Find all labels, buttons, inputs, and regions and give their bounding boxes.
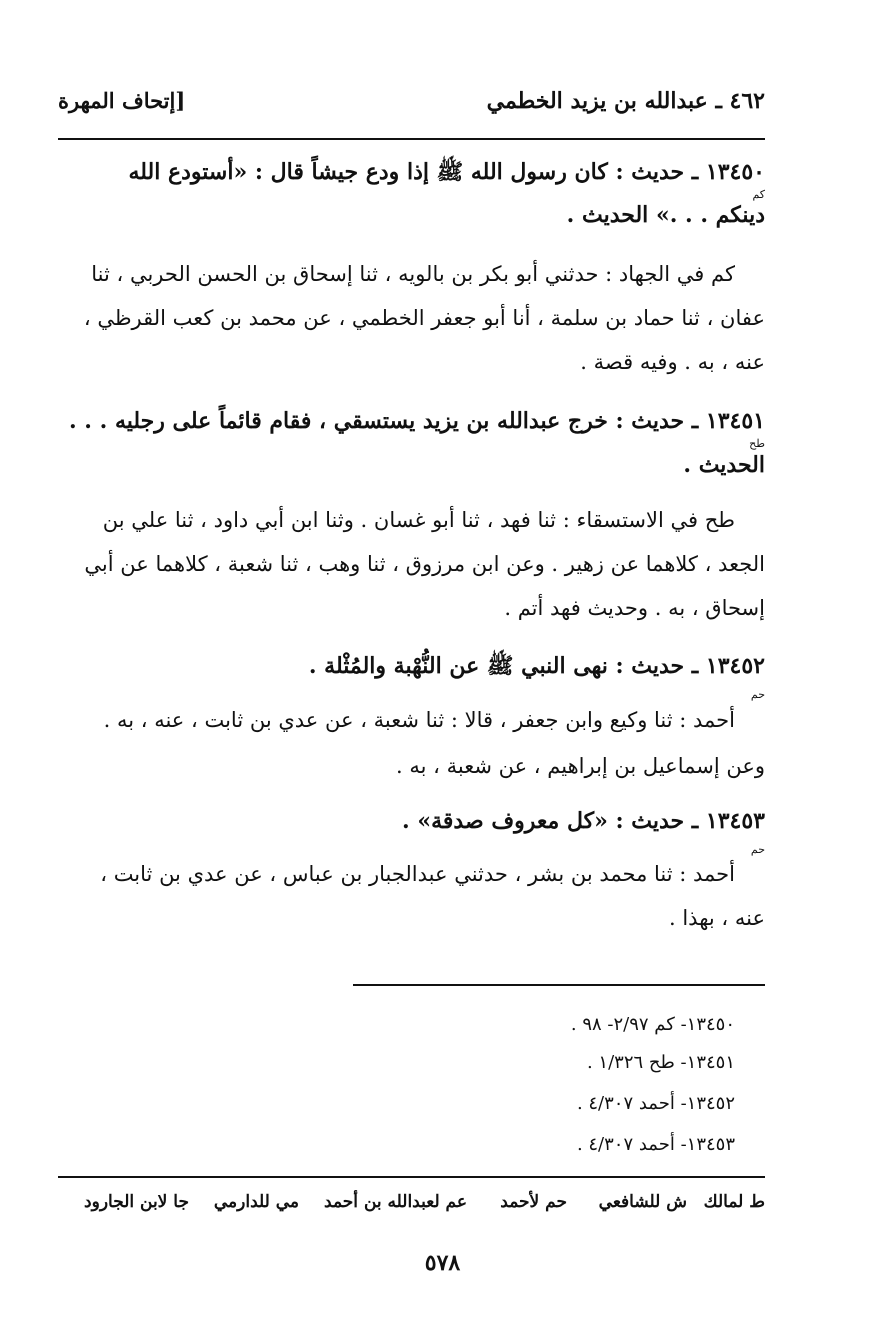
footnote: ١٣٤٥٢- أحمد ٤/٣٠٧ . bbox=[576, 1093, 735, 1114]
entry-body-line: كم في الجهاد : حدثني أبو بكر بن بالويه ، ثنا إسحاق بن الحسن الحربي ، ثنا bbox=[91, 262, 735, 286]
entry-title: ١٣٤٥٣ ـ حديث : «كل معروف صدقة» . bbox=[402, 808, 765, 834]
entry-body-line: عفان ، ثنا حماد بن سلمة ، أنا أبو جعفر الخطمي ، عن محمد بن كعب القرظي ، bbox=[83, 306, 765, 330]
entry-title: ١٣٤٥٢ ـ حديث : نهى النبي ﷺ عن النُّهْبة والمُثْلة . bbox=[308, 653, 765, 679]
legend-item: عم لعبدالله بن أحمد bbox=[324, 1192, 467, 1212]
source-symbol: حم bbox=[750, 843, 765, 856]
legend-item: ش للشافعي bbox=[598, 1192, 687, 1212]
entry-body-line: أحمد : ثنا وكيع وابن جعفر ، قالا : ثنا شعبة ، عن عدي بن ثابت ، عنه ، به . bbox=[103, 708, 735, 732]
footnote: ١٣٤٥١- طح ١/٣٢٦ . bbox=[586, 1052, 735, 1073]
entry-body-line: عنه ، به . وفيه قصة . bbox=[580, 350, 765, 374]
source-symbol: كم bbox=[752, 188, 765, 201]
entry-body-line: الجعد ، كلاهما عن زهير . وعن ابن مرزوق ، ثنا وهب ، ثنا شعبة ، كلاهما عن أبي bbox=[84, 552, 765, 576]
legend-item: حم لأحمد bbox=[500, 1192, 567, 1212]
page-number: ٥٧٨ bbox=[424, 1250, 461, 1276]
legend-divider bbox=[58, 1176, 765, 1178]
source-symbol: حم bbox=[750, 688, 765, 701]
footnote-divider bbox=[353, 984, 765, 986]
legend-item: مي للدارمي bbox=[213, 1192, 299, 1212]
entry-body-line: وعن إسماعيل بن إبراهيم ، عن شعبة ، به . bbox=[396, 754, 765, 778]
footnote: ١٣٤٥٣- أحمد ٤/٣٠٧ . bbox=[576, 1134, 735, 1155]
entry-title-continued: الحديث . bbox=[683, 452, 765, 478]
header-divider bbox=[58, 138, 765, 140]
entry-body-line: عنه ، بهذا . bbox=[669, 906, 765, 930]
running-header-book: [إتحاف المهرة bbox=[58, 88, 186, 113]
source-symbol: طح bbox=[749, 437, 765, 450]
entry-body-line: طح في الاستسقاء : ثنا فهد ، ثنا أبو غسان . وثنا ابن أبي داود ، ثنا علي بن bbox=[102, 508, 735, 532]
entry-title-continued: دينكم . . .» الحديث . bbox=[566, 202, 765, 228]
footnote: ١٣٤٥٠- كم ٢/٩٧- ٩٨ . bbox=[570, 1014, 735, 1035]
legend-item: ط لمالك bbox=[703, 1192, 765, 1212]
legend-item: جا لابن الجارود bbox=[84, 1192, 189, 1212]
entry-title: ١٣٤٥٠ ـ حديث : كان رسول الله ﷺ إذا ودع جيشاً قال : «أستودع الله bbox=[128, 159, 765, 185]
entry-title: ١٣٤٥١ ـ حديث : خرج عبدالله بن يزيد يستسقي ، فقام قائماً على رجليه . . . bbox=[68, 408, 765, 434]
entry-body-line: إسحاق ، به . وحديث فهد أتم . bbox=[504, 596, 765, 620]
entry-body-line: أحمد : ثنا محمد بن بشر ، حدثني عبدالجبار بن عباس ، عن عدي بن ثابت ، bbox=[100, 862, 735, 886]
running-header-title: ٤٦٢ ـ عبدالله بن يزيد الخطمي bbox=[486, 88, 765, 114]
